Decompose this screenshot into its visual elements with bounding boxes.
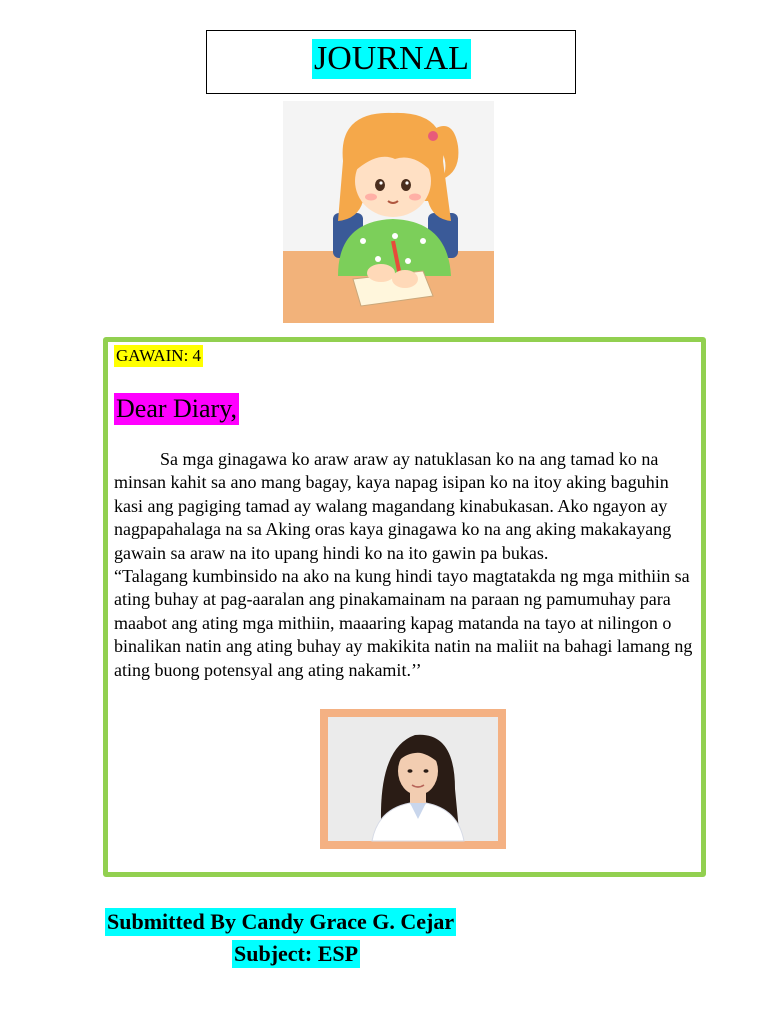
title-box <box>206 30 576 94</box>
journal-paragraph: Sa mga ginagawa ko araw araw ay natuklasan ko na ang tamad ko na minsan kahit sa ano mang bagay, kaya napag isipan ko na itoy aking baguhin kasi ang pagiging tamad ay walang magandang kinabukasan. Ako ngayon ay nagpapahalaga na sa Aking oras kaya ginagawa ko na ang aking makakayang gawain sa araw na ito upang hindi ko na ito gawin pa bukas. <box>114 449 672 563</box>
page-title: JOURNAL <box>314 40 469 77</box>
girl-writing-illustration <box>283 101 494 323</box>
journal-quote: “Talagang kumbinsido na ako na kung hindi tayo magtatakda ng mga mithiin sa ating buhay at pag-aaralan ang pinakamainam na paraan ng pamumuhay para maabot ang ating mga mithiin, maaaring kapag matanda na tayo at nilingon o binalikan natin ang ating buhay ay makikita natin na maliit na bahagi lamang ng ating buong potensyal ang ating nakamit.’’ <box>114 566 693 680</box>
greeting: Dear Diary, <box>116 394 238 423</box>
journal-body <box>114 448 699 682</box>
student-photo <box>320 709 506 849</box>
submitted-by: Submitted By Candy Grace G. Cejar <box>107 909 455 934</box>
subject-label: Subject: ESP <box>234 941 359 966</box>
activity-label: GAWAIN: 4 <box>116 346 202 365</box>
